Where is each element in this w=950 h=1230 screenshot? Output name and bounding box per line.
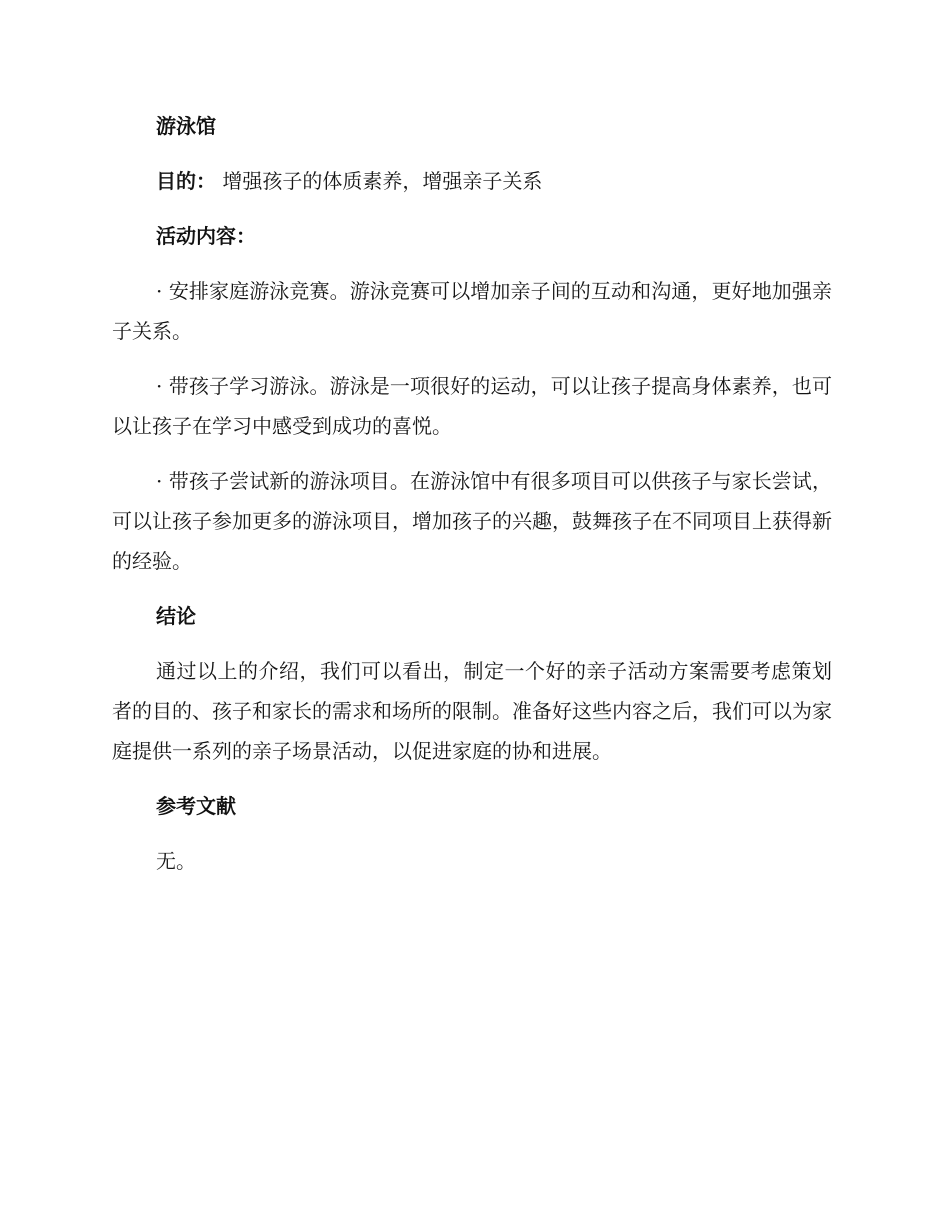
conclusion-text: 通过以上的介绍，我们可以看出，制定一个好的亲子活动方案需要考虑策划者的目的、孩子和家长的需求和场所的限制。准备好这些内容之后，我们可以为家庭提供一系列的亲子场景活动，以促进家庭的协和进展。 [112, 659, 832, 763]
purpose-line [112, 161, 832, 201]
purpose-text: 增强孩子的体质素养，增强亲子关系 [216, 169, 543, 193]
activity-item-3: · 带孩子尝试新的游泳项目。在游泳馆中有很多项目可以供孩子与家长尝试，可以让孩子参加更多的游泳项目，增加孩子的兴趣，鼓舞孩子在不同项目上获得新的经验。 [112, 469, 832, 573]
purpose-label: 目的： [156, 169, 216, 193]
conclusion-heading: 结论 [156, 604, 196, 628]
section-title: 游泳馆 [156, 114, 216, 138]
references-heading: 参考文献 [156, 794, 236, 818]
activities-heading: 活动内容： [156, 224, 256, 248]
activity-item-2: · 带孩子学习游泳。游泳是一项很好的运动，可以让孩子提高身体素养，也可以让孩子在学习中感受到成功的喜悦。 [112, 374, 832, 438]
document-body [112, 106, 832, 896]
activity-item-1: · 安排家庭游泳竞赛。游泳竞赛可以增加亲子间的互动和沟通，更好地加强亲子关系。 [112, 279, 832, 343]
references-text: 无。 [156, 849, 196, 873]
